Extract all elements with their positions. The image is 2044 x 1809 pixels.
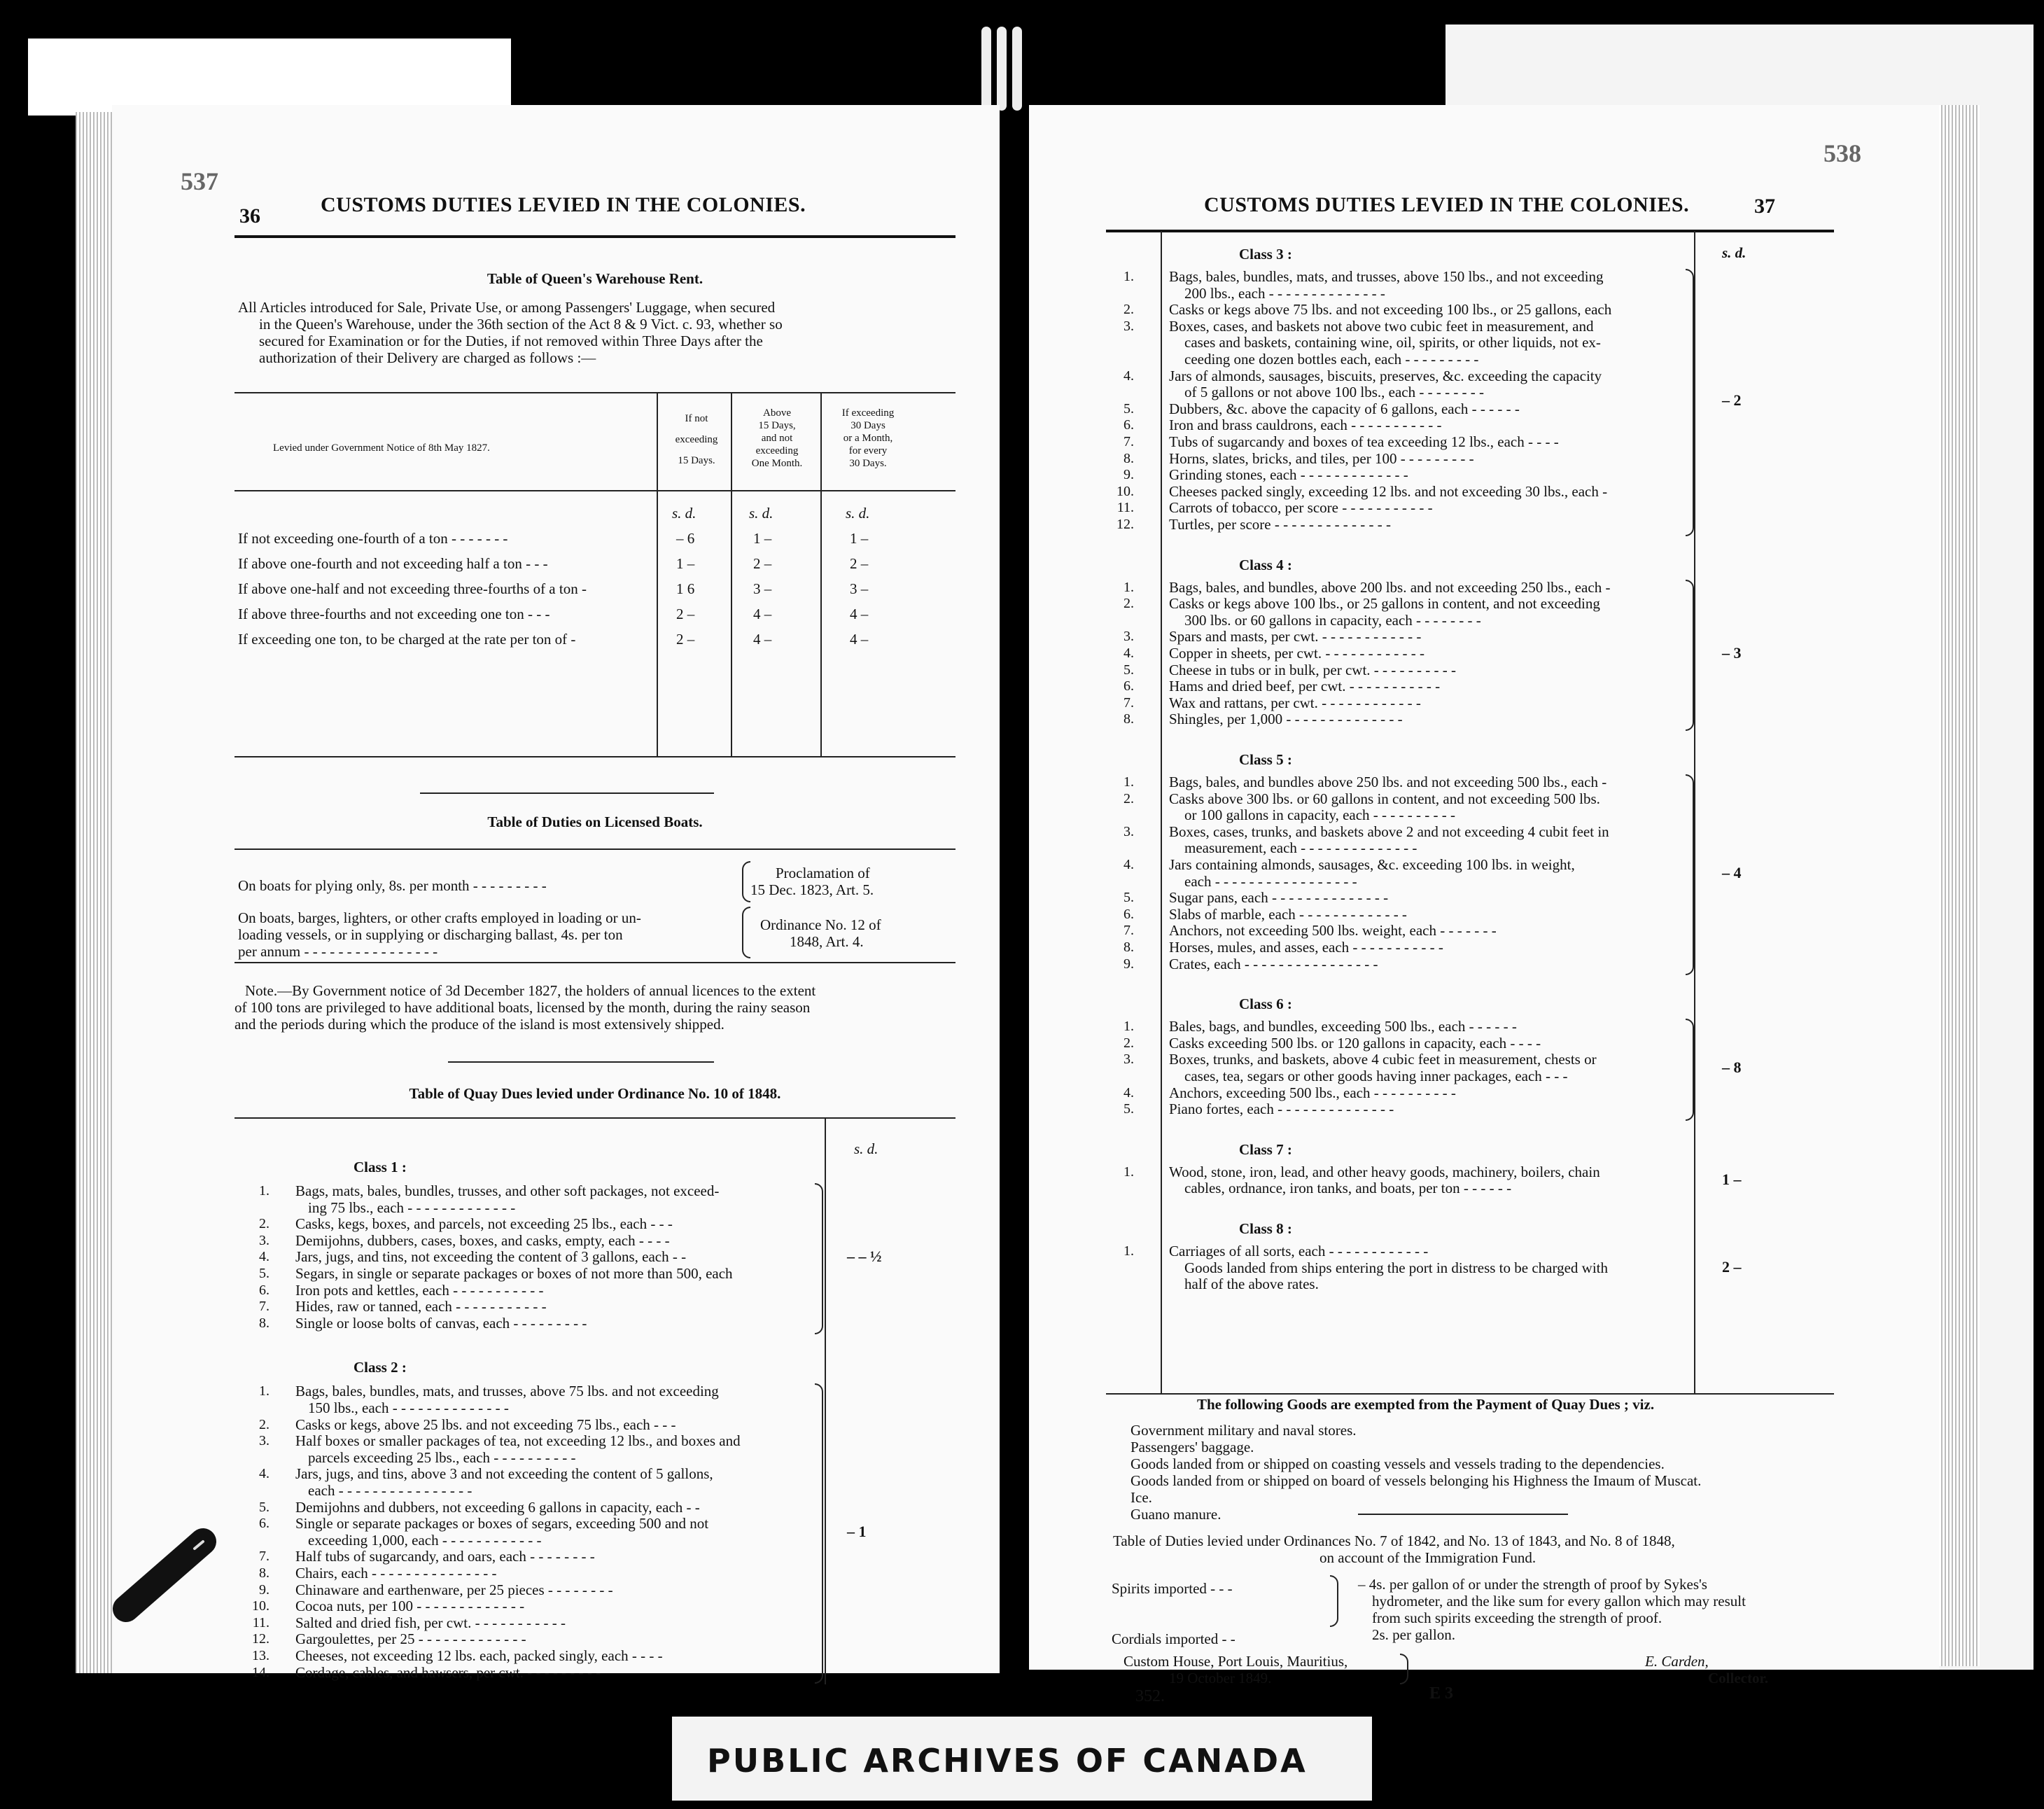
col-divider <box>731 392 732 756</box>
item-number: 2. <box>1124 1035 1134 1051</box>
item-description: Turtles, per score - - - - - - - - - - - - - - <box>1169 516 1392 533</box>
exempt-item: Goods landed from or shipped on coasting vessels and vessels trading to the dependencies. <box>1130 1455 1665 1472</box>
page-stamp-left: 537 <box>181 167 218 195</box>
class-label: Class 5 : <box>1239 751 1292 768</box>
item-description: Anchors, exceeding 500 lbs., each - - - - - - - - - - <box>1169 1084 1456 1101</box>
item-description: Bags, bales, and bundles above 250 lbs. and not exceeding 500 lbs., each - <box>1169 774 1607 790</box>
item-description: Jars of almonds, sausages, biscuits, preserves, &c. exceeding the capacity <box>1169 367 1602 384</box>
item-description: ing 75 lbs., each - - - - - - - - - - - - - <box>308 1199 516 1216</box>
brace <box>1686 269 1694 536</box>
warehouse-intro-3: secured for Examination or for the Duties, if not removed within Three Days after the <box>259 333 763 349</box>
class-rate: 2 – <box>1722 1258 1742 1276</box>
item-number: 6. <box>259 1282 270 1298</box>
item-description: Grinding stones, each - - - - - - - - - - - - - <box>1169 466 1408 484</box>
class-rate: – 2 <box>1722 391 1742 409</box>
warehouse-rate-15days: 1 6 <box>676 580 695 597</box>
item-description: Piano fortes, each - - - - - - - - - - - - - - <box>1169 1101 1394 1118</box>
class-rate: – 4 <box>1722 863 1742 881</box>
item-description: Hides, raw or tanned, each - - - - - - - - - - - <box>295 1298 547 1315</box>
boats-ref-2a: Ordinance No. 12 of <box>760 916 881 933</box>
boats-ref-1a: Proclamation of <box>776 865 870 881</box>
boats-row-2c: per annum - - - - - - - - - - - - - - - - <box>238 943 438 960</box>
class-label: Class 3 : <box>1239 246 1292 263</box>
boats-note-1: Note.—By Government notice of 3d December 1827, the holders of annual licences to the extent <box>245 982 816 999</box>
page-header-right: CUSTOMS DUTIES LEVIED IN THE COLONIES. <box>1204 193 1690 216</box>
boats-note-3: and the periods during which the produce of the island is most extensively shipped. <box>234 1016 724 1033</box>
left-page-edge <box>76 112 115 1673</box>
warehouse-rate-30days: 4 – <box>850 631 869 648</box>
item-number: 8. <box>259 1565 270 1581</box>
warehouse-row-label: If not exceeding one-fourth of a ton - - - - - - - <box>238 530 508 547</box>
warehouse-row-label: If above three-fourths and not exceeding one ton - - - <box>238 606 550 622</box>
item-description: Jars containing almonds, sausages, &c. exceeding 100 lbs. in weight, <box>1169 856 1575 873</box>
item-description: measurement, each - - - - - - - - - - - - - - <box>1184 839 1418 857</box>
item-number: 7. <box>1124 923 1134 939</box>
exempt-item: Guano manure. <box>1130 1506 1222 1523</box>
item-number: 9. <box>1124 956 1134 972</box>
col-divider <box>1161 231 1162 1393</box>
binding-clip <box>1012 27 1022 111</box>
signature-title: Collector. <box>1708 1670 1769 1686</box>
warehouse-col2-l1: Above <box>763 407 791 419</box>
item-description: Chairs, each - - - - - - - - - - - - - - - <box>295 1565 497 1581</box>
item-number: 6. <box>1124 906 1134 922</box>
item-number: 6. <box>259 1516 270 1532</box>
footer-number: 352. <box>1135 1687 1165 1705</box>
item-number: 4. <box>259 1249 270 1265</box>
item-number: 3. <box>1124 823 1134 839</box>
item-description: Shingles, per 1,000 - - - - - - - - - - - - - - <box>1169 711 1403 728</box>
item-number: 10. <box>1116 483 1134 499</box>
item-description: Cocoa nuts, per 100 - - - - - - - - - - - - - <box>295 1598 525 1615</box>
item-description: Casks exceeding 500 lbs. or 120 gallons in capacity, each - - - - <box>1169 1034 1541 1052</box>
section-divider <box>420 792 714 794</box>
boats-ref-1b: 15 Dec. 1823, Art. 5. <box>750 881 874 898</box>
warehouse-rate-month: 2 – <box>753 555 772 572</box>
item-number: 11. <box>252 1614 270 1630</box>
spirits-text-3: from such spirits exceeding the strength of proof. <box>1372 1609 1662 1626</box>
spirits-label: Spirits imported - - - <box>1112 1580 1233 1597</box>
item-description: each - - - - - - - - - - - - - - - - - <box>1184 872 1357 890</box>
item-number: 7. <box>1124 434 1134 449</box>
item-number: 3. <box>1124 629 1134 645</box>
table-rule <box>234 1117 955 1119</box>
item-description: Casks or kegs, above 25 lbs. and not exceeding 75 lbs., each - - - <box>295 1416 676 1433</box>
item-description: Demijohns, dubbers, cases, boxes, and casks, empty, each - - - - <box>295 1231 670 1249</box>
page-header-left: CUSTOMS DUTIES LEVIED IN THE COLONIES. <box>321 193 806 216</box>
item-number: 1. <box>1124 269 1134 284</box>
item-number: 3. <box>1124 1052 1134 1068</box>
warehouse-intro-1: All Articles introduced for Sale, Private Use, or among Passengers' Luggage, when secured <box>238 299 776 316</box>
item-number: 7. <box>259 1299 270 1315</box>
class-label: Class 2 : <box>354 1359 407 1376</box>
item-number: 1. <box>259 1183 270 1199</box>
item-description: Horses, mules, and asses, each - - - - - - - - - - - <box>1169 939 1443 956</box>
warehouse-col2-l2: 15 Days, <box>758 420 796 431</box>
item-description: Sugar pans, each - - - - - - - - - - - - - - <box>1169 889 1389 907</box>
item-description: Bags, bales, bundles, mats, and trusses, above 75 lbs. and not exceeding <box>295 1383 719 1400</box>
item-number: 6. <box>1124 417 1134 433</box>
item-description: cables, ordnance, iron tanks, and boats, per ton - - - - - - <box>1184 1180 1512 1197</box>
item-number: 8. <box>1124 711 1134 727</box>
class-label: Class 7 : <box>1239 1140 1292 1158</box>
item-number: 13. <box>252 1648 270 1663</box>
item-description: Spars and masts, per cwt. - - - - - - - - - - - - <box>1169 628 1422 645</box>
warehouse-col2-l4: exceeding <box>755 445 799 456</box>
header-rule <box>234 235 955 238</box>
item-description: cases and baskets, containing wine, oil, spirits, or other liquids, not ex- <box>1184 334 1601 351</box>
warehouse-rate-15days: 2 – <box>676 631 695 648</box>
warehouse-col3-l4: for every <box>848 445 888 456</box>
brace <box>1330 1575 1338 1627</box>
class-label: Class 1 : <box>354 1159 407 1175</box>
cordials-text: 2s. per gallon. <box>1372 1626 1455 1643</box>
warehouse-title: Table of Queen's Warehouse Rent. <box>486 270 704 287</box>
item-description: Jars, jugs, and tins, not exceeding the content of 3 gallons, each - - <box>295 1248 687 1266</box>
warehouse-col3-l3: or a Month, <box>843 433 893 444</box>
class-rate: – 3 <box>1722 643 1742 662</box>
item-description: 300 lbs. or 60 gallons in capacity, each - - - - - - - - <box>1184 611 1481 629</box>
item-description: exceeding 1,000, each - - - - - - - - - - - - <box>308 1531 542 1549</box>
binding-clip <box>981 27 991 111</box>
col-divider <box>820 392 822 756</box>
item-number: 2. <box>1124 302 1134 318</box>
item-description: Anchors, not exceeding 500 lbs. weight, each - - - - - - - <box>1169 922 1497 940</box>
warehouse-col3-l2: 30 Days <box>850 420 886 431</box>
boats-title: Table of Duties on Licensed Boats. <box>487 813 703 830</box>
item-description: Hams and dried beef, per cwt. - - - - - - - - - - - <box>1169 678 1441 695</box>
unit-label: s. d. <box>672 505 696 522</box>
item-number: 1. <box>259 1383 270 1399</box>
col-divider <box>1694 231 1695 1393</box>
class-rate: – – ½ <box>847 1248 882 1266</box>
item-number: 4. <box>259 1466 270 1482</box>
boats-row-1: On boats for plying only, 8s. per month - - - - - - - - - <box>238 877 547 894</box>
col-divider <box>657 392 658 756</box>
exempt-item: Passengers' baggage. <box>1130 1439 1254 1455</box>
item-description: ceeding one dozen bottles each, each - - - - - - - - - <box>1184 351 1479 368</box>
unit-label: s. d. <box>846 505 870 522</box>
unit-label: s. d. <box>1722 244 1746 261</box>
item-description: Boxes, cases, and baskets not above two cubic feet in measurement, and <box>1169 317 1594 335</box>
item-number: 4. <box>1124 1084 1134 1101</box>
brace <box>1686 774 1694 975</box>
item-number: 4. <box>1124 368 1134 384</box>
table-rule <box>234 490 955 491</box>
warehouse-row-label: If above one-half and not exceeding three-fourths of a ton - <box>238 580 587 597</box>
item-description: Carrots of tobacco, per score - - - - - - - - - - - <box>1169 499 1433 517</box>
signature-place-2: 19 October 1849. <box>1169 1670 1272 1686</box>
warehouse-col-head: Levied under Government Notice of 8th May 1827. <box>273 442 490 454</box>
warehouse-intro-4: authorization of their Delivery are charged as follows :— <box>259 349 596 366</box>
paper-backing-left <box>28 39 511 116</box>
item-number: 7. <box>1124 694 1134 711</box>
page-number-left: 36 <box>239 204 260 228</box>
archive-banner-text: PUBLIC ARCHIVES OF CANADA <box>707 1742 1308 1780</box>
item-number: 1. <box>1124 579 1134 595</box>
item-number: 4. <box>1124 857 1134 872</box>
col-divider <box>825 1117 826 1684</box>
item-description: Cheese in tubs or in bulk, per cwt. - - - - - - - - - - <box>1169 661 1456 678</box>
exempt-item: Goods landed from or shipped on board of vessels belonging his Highness the Imaum of Muscat. <box>1130 1472 1702 1489</box>
class-rate: 1 – <box>1722 1171 1742 1189</box>
warehouse-col3-l1: If exceeding <box>841 407 895 419</box>
item-description: parcels exceeding 25 lbs., each - - - - - - - - - - <box>308 1448 576 1466</box>
item-description: Slabs of marble, each - - - - - - - - - - - - - <box>1169 905 1407 923</box>
item-description: Half tubs of sugarcandy, and oars, each - - - - - - - - <box>295 1548 595 1565</box>
item-number: 7. <box>259 1549 270 1565</box>
item-description: cases, tea, segars or other goods having inner packages, each - - - <box>1184 1068 1568 1084</box>
item-description: of 5 gallons or not above 100 lbs., each - - - - - - - - <box>1184 384 1485 401</box>
warehouse-col1-l2: exceeding <box>675 434 718 445</box>
section-divider <box>1358 1514 1568 1515</box>
table-rule <box>234 962 955 963</box>
class-label: Class 8 : <box>1239 1220 1292 1237</box>
right-page <box>1029 105 1939 1705</box>
table-rule <box>234 392 955 393</box>
immigration-title-1: Table of Duties levied under Ordinances No. 7 of 1842, and No. 13 of 1843, and No. 8 of 1848, <box>1113 1532 1675 1549</box>
item-number: 5. <box>259 1499 270 1515</box>
item-number: 2. <box>259 1216 270 1232</box>
item-description: Gargoulettes, per 25 - - - - - - - - - - - - - <box>295 1630 526 1648</box>
exempt-item: Ice. <box>1130 1489 1152 1506</box>
item-number: 2. <box>1124 596 1134 612</box>
item-description: half of the above rates. <box>1184 1276 1319 1293</box>
item-description: Casks or kegs above 100 lbs., or 25 gallons in content, and not exceeding <box>1169 595 1600 613</box>
item-description: Cordage, cables, and hawsers, per cwt. - - - - - - - - - <box>295 1663 601 1681</box>
item-number: 3. <box>1124 318 1134 334</box>
item-description: 150 lbs., each - - - - - - - - - - - - - - <box>308 1399 509 1416</box>
immigration-title-2: on account of the Immigration Fund. <box>1320 1549 1536 1566</box>
item-number: 4. <box>1124 645 1134 661</box>
warehouse-col2-l5: One Month. <box>751 458 803 469</box>
header-rule <box>1106 230 1834 232</box>
brace <box>1400 1654 1408 1684</box>
item-number: 12. <box>1116 517 1134 532</box>
item-description: Chinaware and earthenware, per 25 pieces - - - - - - - - <box>295 1581 613 1598</box>
item-number: 8. <box>259 1315 270 1331</box>
class-rate: – 1 <box>847 1522 867 1540</box>
warehouse-row-label: If above one-fourth and not exceeding half a ton - - - <box>238 555 548 572</box>
page-stamp-right: 538 <box>1823 139 1861 167</box>
warehouse-rate-30days: 2 – <box>850 555 869 572</box>
item-number: 8. <box>1124 450 1134 466</box>
item-description: Iron pots and kettles, each - - - - - - - - - - - <box>295 1281 544 1299</box>
footer-signature-mark: E 3 <box>1429 1684 1454 1703</box>
item-description: Single or separate packages or boxes of segars, exceeding 500 and not <box>295 1515 709 1532</box>
item-number: 9. <box>1124 467 1134 483</box>
item-description: or 100 gallons in capacity, each - - - - - - - - - - <box>1184 806 1455 824</box>
brace <box>742 861 750 902</box>
brace <box>742 907 750 958</box>
warehouse-rate-30days: 3 – <box>850 580 869 597</box>
item-number: 2. <box>1124 790 1134 806</box>
binding-clip <box>997 27 1007 111</box>
item-number: 5. <box>1124 890 1134 906</box>
class-label: Class 4 : <box>1239 556 1292 573</box>
boats-note-2: of 100 tons are privileged to have additional boats, licensed by the month, during the rainy season <box>234 999 811 1016</box>
table-rule <box>1106 1393 1834 1395</box>
item-number: 5. <box>259 1266 270 1281</box>
item-number: 3. <box>259 1433 270 1449</box>
warehouse-rate-month: 1 – <box>753 530 772 547</box>
item-description: Iron and brass cauldrons, each - - - - - - - - - - - <box>1169 417 1442 434</box>
left-page <box>112 105 1000 1681</box>
item-description: Demijohns and dubbers, not exceeding 6 gallons in capacity, each - - <box>295 1498 700 1516</box>
warehouse-col2-l3: and not <box>761 433 793 444</box>
class-rate: – 8 <box>1722 1059 1742 1076</box>
cordials-label: Cordials imported - - <box>1112 1630 1236 1647</box>
item-description: Wax and rattans, per cwt. - - - - - - - - - - - - <box>1169 694 1421 711</box>
pen-pointer-icon <box>112 1526 217 1624</box>
boats-row-2a: On boats, barges, lighters, or other crafts employed in loading or un- <box>238 909 641 926</box>
item-description: Bags, bales, and bundles, above 200 lbs. and not exceeding 250 lbs., each - <box>1169 578 1611 596</box>
item-number: 10. <box>252 1598 270 1614</box>
item-description: Salted and dried fish, per cwt. - - - - - - - - - - - <box>295 1614 566 1631</box>
item-number: 11. <box>1116 500 1134 516</box>
item-description: Boxes, cases, trunks, and baskets above 2 and not exceeding 4 cubit feet in <box>1169 823 1609 840</box>
item-number: 12. <box>252 1631 270 1647</box>
quay-title: Table of Quay Dues levied under Ordinance No. 10 of 1848. <box>409 1085 781 1102</box>
item-description: Segars, in single or separate packages or boxes of not more than 500, each <box>295 1265 733 1282</box>
item-description: Carriages of all sorts, each - - - - - - - - - - - - <box>1169 1243 1429 1259</box>
item-number: 5. <box>1124 662 1134 678</box>
item-description: Dubbers, &c. above the capacity of 6 gallons, each - - - - - - <box>1169 400 1520 417</box>
warehouse-intro-2: in the Queen's Warehouse, under the 36th section of the Act 8 & 9 Vict. c. 93, whether so <box>259 316 783 333</box>
signature-name: E. Carden, <box>1645 1653 1709 1670</box>
item-description: Tubs of sugarcandy and boxes of tea exceeding 12 lbs., each - - - - <box>1169 433 1559 450</box>
warehouse-rate-month: 4 – <box>753 631 772 648</box>
brace <box>1686 1019 1694 1121</box>
item-description: Cheeses, not exceeding 12 lbs. each, packed singly, each - - - - <box>295 1647 663 1664</box>
item-number: 14. <box>252 1664 270 1680</box>
exempt-item: Government military and naval stores. <box>1130 1422 1357 1439</box>
item-description: Cheeses packed singly, exceeding 12 lbs. and not exceeding 30 lbs., each - <box>1169 482 1608 500</box>
item-description: Half boxes or smaller packages of tea, not exceeding 12 lbs., and boxes and <box>295 1432 741 1450</box>
item-description: Boxes, trunks, and baskets, above 4 cubic feet in measurement, chests or <box>1169 1051 1597 1068</box>
item-number: 8. <box>1124 940 1134 955</box>
item-description: Copper in sheets, per cwt. - - - - - - - - - - - - <box>1169 645 1425 662</box>
unit-label: s. d. <box>854 1140 878 1157</box>
boats-ref-2b: 1848, Art. 4. <box>790 933 864 950</box>
item-number: 1. <box>1124 1164 1134 1180</box>
warehouse-rate-month: 3 – <box>753 580 772 597</box>
class-label: Class 6 : <box>1239 996 1292 1013</box>
item-description: Horns, slates, bricks, and tiles, per 100 - - - - - - - - - <box>1169 449 1474 467</box>
warehouse-rate-15days: 2 – <box>676 606 695 622</box>
warehouse-col1-l3: 15 Days. <box>678 455 715 466</box>
warehouse-col3-l5: 30 Days. <box>849 458 887 469</box>
item-description: Casks, kegs, boxes, and parcels, not exceeding 25 lbs., each - - - <box>295 1215 673 1233</box>
item-description: Crates, each - - - - - - - - - - - - - - - - <box>1169 955 1378 972</box>
item-description: each - - - - - - - - - - - - - - - - <box>308 1482 472 1499</box>
item-description: 200 lbs., each - - - - - - - - - - - - - - <box>1184 284 1385 302</box>
item-number: 5. <box>1124 1101 1134 1117</box>
brace <box>815 1183 823 1334</box>
unit-label: s. d. <box>749 505 774 522</box>
spirits-text-2: hydrometer, and the like sum for every gallon which may result <box>1372 1593 1746 1609</box>
item-description: Single or loose bolts of canvas, each - - - - - - - - - <box>295 1314 587 1332</box>
item-description: Goods landed from ships entering the port in distress to be charged with <box>1184 1259 1609 1276</box>
warehouse-rate-month: 4 – <box>753 606 772 622</box>
section-divider <box>448 1061 714 1063</box>
item-description: Jars, jugs, and tins, above 3 and not exceeding the content of 5 gallons, <box>295 1465 713 1483</box>
table-rule <box>234 756 955 757</box>
item-description: Casks above 300 lbs. or 60 gallons in content, and not exceeding 500 lbs. <box>1169 790 1600 807</box>
item-number: 1. <box>1124 774 1134 790</box>
exempt-title: The following Goods are exempted from the Payment of Quay Dues ; viz. <box>1197 1396 1655 1413</box>
item-description: Casks or kegs above 75 lbs. and not exceeding 100 lbs., or 25 gallons, each <box>1169 301 1612 319</box>
table-rule <box>234 848 955 850</box>
item-number: 9. <box>259 1581 270 1598</box>
warehouse-row-label: If exceeding one ton, to be charged at the rate per ton of - <box>238 631 576 648</box>
brace <box>815 1383 823 1684</box>
item-description: Wood, stone, iron, lead, and other heavy goods, machinery, boilers, chain <box>1169 1163 1600 1180</box>
item-number: 2. <box>259 1416 270 1432</box>
page-number-right: 37 <box>1754 195 1775 218</box>
item-number: 1. <box>1124 1019 1134 1035</box>
item-description: Bags, mats, bales, bundles, trusses, and other soft packages, not exceed- <box>295 1182 720 1199</box>
item-description: Bales, bags, and bundles, exceeding 500 lbs., each - - - - - - <box>1169 1018 1517 1035</box>
warehouse-rate-30days: 1 – <box>850 530 869 547</box>
item-number: 3. <box>259 1232 270 1248</box>
item-number: 6. <box>1124 678 1134 694</box>
warehouse-rate-15days: 1 – <box>676 555 695 572</box>
item-description: Bags, bales, bundles, mats, and trusses, above 150 lbs., and not exceeding <box>1169 268 1604 285</box>
item-number: 1. <box>1124 1243 1134 1259</box>
spirits-text-1: – 4s. per gallon of or under the strength of proof by Sykes's <box>1358 1576 1707 1593</box>
right-page-edge <box>1938 105 1980 1666</box>
brace <box>1686 580 1694 731</box>
warehouse-col1-l1: If not <box>685 413 708 424</box>
boats-row-2b: loading vessels, or in supplying or discharging ballast, 4s. per ton <box>238 926 623 943</box>
signature-place-1: Custom House, Port Louis, Mauritius, <box>1124 1653 1348 1670</box>
warehouse-rate-15days: – 6 <box>676 530 695 547</box>
warehouse-rate-30days: 4 – <box>850 606 869 622</box>
item-number: 5. <box>1124 400 1134 417</box>
